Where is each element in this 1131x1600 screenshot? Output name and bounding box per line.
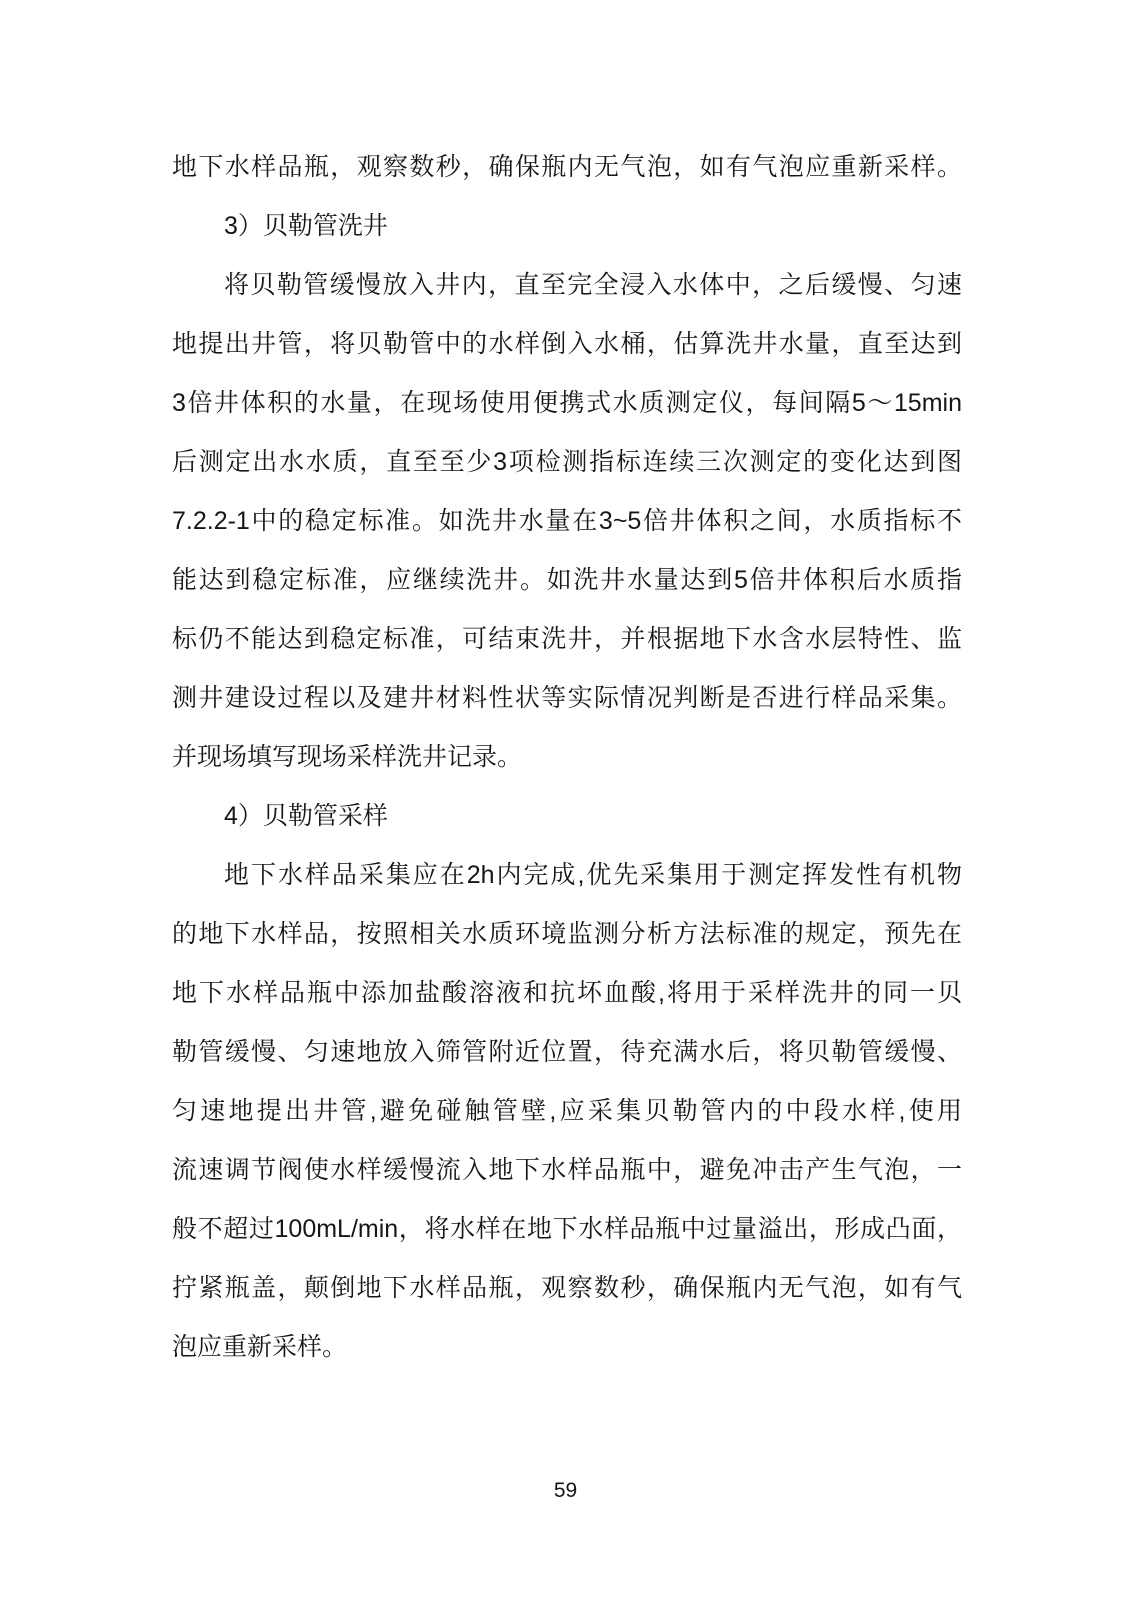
- text-line: 般不超过100mL/min，将水样在地下水样品瓶中过量溢出，形成凸面，: [172, 1215, 962, 1243]
- text-line: 匀速地提出井管,避免碰触管壁,应采集贝勒管内的中段水样,使用: [172, 1097, 962, 1125]
- page-number: 59: [553, 1479, 578, 1502]
- text-line: 地下水样品瓶中添加盐酸溶液和抗坏血酸,将用于采样洗井的同一贝: [172, 979, 962, 1007]
- text-line: 后测定出水水质，直至至少3项检测指标连续三次测定的变化达到图: [172, 448, 962, 476]
- section-heading: 4）贝勒管采样: [224, 802, 388, 830]
- text-line: 将贝勒管缓慢放入井内，直至完全浸入水体中，之后缓慢、匀速: [224, 271, 962, 299]
- text-line: 流速调节阀使水样缓慢流入地下水样品瓶中，避免冲击产生气泡，一: [172, 1156, 962, 1184]
- text-line: 测井建设过程以及建井材料性状等实际情况判断是否进行样品采集。: [172, 684, 962, 712]
- text-line: 并现场填写现场采样洗井记录。: [172, 743, 523, 771]
- text-line: 3倍井体积的水量，在现场使用便携式水质测定仪，每间隔5～15min: [172, 389, 962, 417]
- text-line: 拧紧瓶盖，颠倒地下水样品瓶，观察数秒，确保瓶内无气泡，如有气: [172, 1274, 962, 1302]
- text-line: 地提出井管，将贝勒管中的水样倒入水桶，估算洗井水量，直至达到: [172, 330, 962, 358]
- text-line: 地下水样品瓶，观察数秒，确保瓶内无气泡，如有气泡应重新采样。: [172, 153, 962, 181]
- text-line: 勒管缓慢、匀速地放入筛管附近位置，待充满水后，将贝勒管缓慢、: [172, 1038, 962, 1066]
- text-line: 标仍不能达到稳定标准，可结束洗井，并根据地下水含水层特性、监: [172, 625, 962, 653]
- text-line: 泡应重新采样。: [172, 1333, 348, 1361]
- section-heading: 3）贝勒管洗井: [224, 212, 388, 240]
- text-line: 地下水样品采集应在2h内完成,优先采集用于测定挥发性有机物: [224, 861, 962, 889]
- text-line: 能达到稳定标准，应继续洗井。如洗井水量达到5倍井体积后水质指: [172, 566, 962, 594]
- body-text: [172, 138, 962, 1377]
- text-line: 7.2.2-1中的稳定标准。如洗井水量在3~5倍井体积之间，水质指标不: [172, 507, 962, 535]
- text-line: 的地下水样品，按照相关水质环境监测分析方法标准的规定，预先在: [172, 920, 962, 948]
